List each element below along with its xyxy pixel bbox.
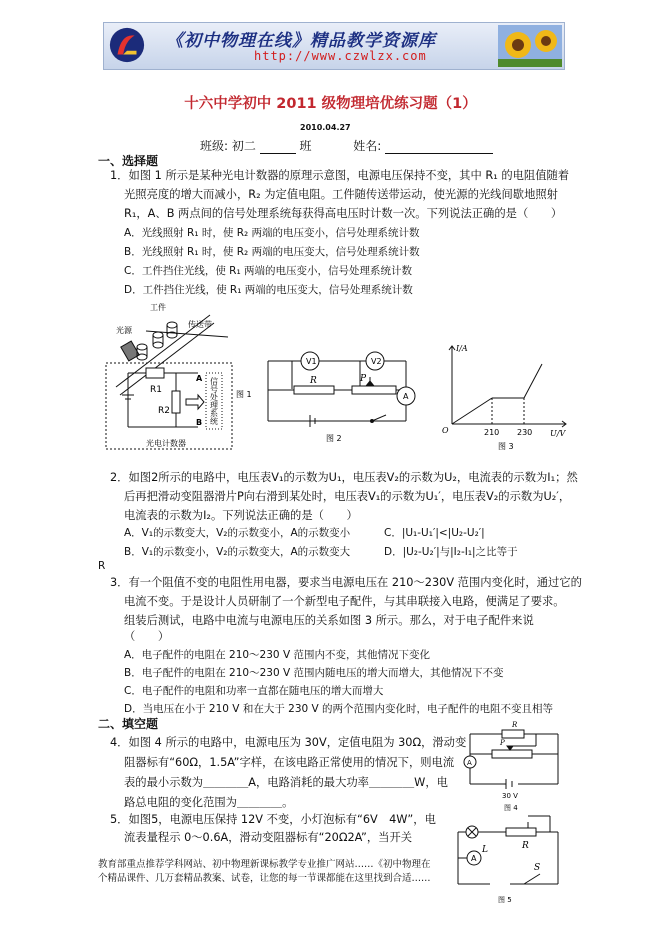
class-blank[interactable]: [260, 141, 296, 154]
q2-option-d: D．|U₂-U₂′|与|I₂-I₁|之比等于: [384, 546, 518, 558]
q2-line-1: 2．如图2所示的电路中，电压表V₁的示数为U₁，电压表V₂的示数为U₂，电流表的示数为I₁；然: [110, 471, 578, 484]
footer-ad: [98, 858, 431, 886]
banner-url[interactable]: http://www.czwlzx.com: [254, 49, 427, 63]
fig5-ammeter-label: A: [471, 854, 477, 863]
fig5-s-label: S: [534, 863, 541, 873]
q1-option-b: B．光线照射 R₁ 时，使 R₂ 两端的电压变大，信号处理系统计数: [124, 246, 420, 258]
page-title: 十六中学初中 2011 级物理培优练习题（1）: [184, 96, 477, 112]
footer-line-2: 个精品课件、几万套精品教案、试卷，让您的每一节课都能在这里找到合适……: [98, 873, 431, 884]
q3-option-a: A．电子配件的电阻在 210～230 V 范围内不变，其他情况下变化: [124, 649, 430, 661]
name-label: 姓名:: [353, 139, 382, 153]
fig1-belt-label: 传送带: [188, 320, 212, 329]
fig2-caption: 图 2: [326, 434, 342, 443]
fig3-caption: 图 3: [498, 442, 514, 451]
fig1-counter-label: 光电计数器: [146, 439, 186, 448]
q3-line-1: 3．有一个阻值不变的电阻性用电器，要求当电源电压在 210～230V 范围内变化时，通过它的: [110, 576, 582, 589]
class-label: 班级: 初二: [200, 139, 256, 153]
q5-line-1: 5．如图5，电源电压保持 12V 不变，小灯泡标有“6V 4W”，电: [110, 813, 436, 826]
q3-option-c: C．电子配件的电阻和功率一直都在随电压的增大而增大: [124, 685, 384, 697]
section-choice-heading: 一、选择题: [98, 154, 159, 168]
figure-1: [98, 295, 260, 455]
q5-line-2: 流表量程示 0～0.6A，滑动变阻器标有“20Ω2A”，当开关: [124, 831, 413, 844]
q2-option-c: C．|U₁-U₁′|<|U₂-U₂′|: [384, 527, 485, 539]
fig3-xlabel: U/V: [550, 429, 566, 438]
class-name-line: [200, 137, 493, 154]
figure-3: [438, 336, 573, 454]
q1-line-2: 光照亮度的增大而减小，R₂ 为定值电阻。工件随传送带运动，使光源的光线间歇地照射: [124, 188, 558, 201]
q2-option-b: B．V₁的示数变小，V₂的示数变大，A的示数变大: [124, 546, 351, 558]
fig5-caption: 图 5: [498, 896, 512, 904]
fig3-ylabel: I/A: [456, 344, 468, 353]
q4-line-3: 表的最小示数为＿＿＿＿A，电路消耗的最大功率＿＿＿＿W，电: [124, 776, 448, 789]
doc-date: 2010.04.27: [300, 123, 351, 132]
fig2-v2-label: V2: [371, 357, 382, 366]
figure-5: [450, 812, 566, 906]
fig5-l-label: L: [482, 845, 488, 855]
fig2-p-label: P: [360, 374, 367, 384]
fig4-p-label: P: [500, 739, 505, 747]
fig2-r-label: R: [310, 376, 317, 386]
q3-option-b: B．电子配件的电阻在 210～230 V 范围内随电压的增大而增大，其他情况下不变: [124, 667, 504, 679]
class-suffix: 班: [299, 139, 312, 153]
fig2-v1-label: V1: [306, 357, 317, 366]
q3-line-4: （ ）: [124, 630, 170, 643]
fig5-r-label: R: [522, 841, 529, 851]
q2-line-2: 后再把滑动变阻器滑片P向右滑到某处时，电压表V₁的示数为U₁′，电压表V₂的示数为U₂′，: [124, 490, 571, 503]
fig4-r-label: R: [512, 721, 518, 729]
section-fill-heading: 二、填空题: [98, 717, 159, 731]
fig1-system-label: 信号处理系统: [209, 377, 219, 425]
header-banner: [103, 22, 565, 70]
footer-line-1: 教育部重点推荐学科网站、初中物理新课标教学专业推广网站……《初中物理在: [98, 859, 431, 870]
q2-option-a: A．V₁的示数变大，V₂的示数变小，A的示数变小: [124, 527, 351, 539]
figure-4: [462, 718, 566, 814]
fig4-caption: 图 4: [504, 804, 518, 812]
q1-line-3: R₁，A、B 两点间的信号处理系统每获得高电压时计数一次。下列说法正确的是（ ）: [124, 207, 563, 220]
sunflower-icon: [498, 25, 562, 67]
fig4-voltage-label: 30 V: [502, 792, 518, 800]
q2-tail: R: [98, 560, 106, 572]
fig3-tick-210: 210: [484, 428, 500, 437]
q3-option-d: D．当电压在小于 210 V 和在大于 230 V 的两个范围内变化时，电子配件的电阻不变且相等: [124, 703, 554, 715]
q1-option-d: D．工件挡住光线，使 R₁ 两端的电压变大，信号处理系统计数: [124, 284, 413, 296]
q1-line-1: 1．如图 1 所示是某种光电计数器的原理示意图，电源电压保持不变，其中 R₁ 的电阻值随着: [110, 169, 570, 182]
fig3-origin: O: [442, 426, 449, 435]
q1-option-a: A．光线照射 R₁ 时，使 R₂ 两端的电压变小，信号处理系统计数: [124, 227, 420, 239]
fig1-a-label: A: [196, 374, 203, 383]
q4-line-2: 阻器标有“60Ω，1.5A”字样，在该电路正常使用的情况下，则电流: [124, 756, 455, 769]
fig1-caption: 图 1: [236, 390, 252, 399]
fig1-light-label: 光源: [116, 326, 132, 335]
q2-line-3: 电流表的示数为I₂。下列说法正确的是（ ）: [124, 509, 358, 522]
fig1-r1-label: R1: [150, 385, 162, 395]
logo-icon: [108, 26, 146, 64]
fig1-b-label: B: [196, 418, 203, 427]
banner-title: 《初中物理在线》精品教学资源库: [166, 31, 436, 51]
q1-option-c: C．工件挡住光线，使 R₁ 两端的电压变小，信号处理系统计数: [124, 265, 413, 277]
q4-line-1: 4．如图 4 所示的电路中，电源电压为 30V，定值电阻为 30Ω，滑动变: [110, 736, 467, 749]
figure-2: [262, 343, 434, 445]
q3-line-3: 组装后测试，电路中电流与电源电压的关系如图 3 所示。那么，对于电子配件来说: [124, 614, 534, 627]
fig4-ammeter-label: A: [467, 759, 472, 767]
q3-line-2: 电流不变。于是设计人员研制了一个新型电子配件，与其串联接入电路，便满足了要求。: [124, 595, 565, 608]
fig2-ammeter-label: A: [403, 392, 409, 401]
fig1-r2-label: R2: [158, 406, 170, 416]
fig1-workpiece-label: 工件: [150, 303, 166, 312]
name-blank[interactable]: [385, 141, 493, 154]
q4-line-4: 路总电阻的变化范围为＿＿＿＿。: [124, 796, 294, 809]
fig3-tick-230: 230: [517, 428, 533, 437]
